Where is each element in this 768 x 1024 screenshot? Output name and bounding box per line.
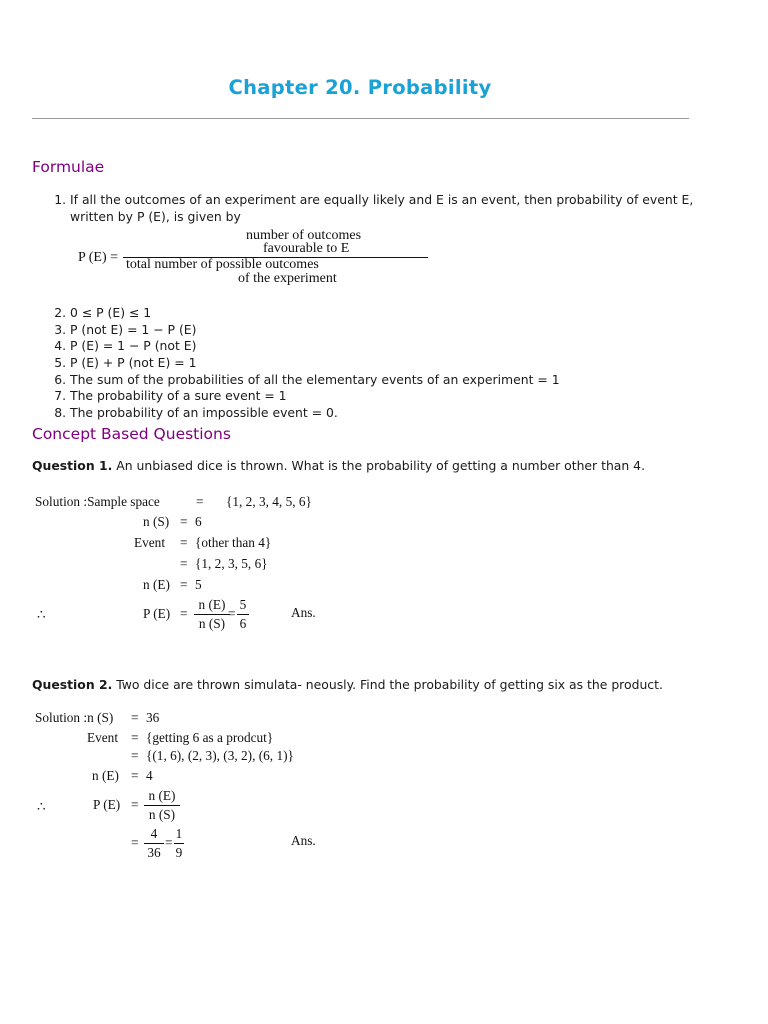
equals-sign: =: [131, 835, 139, 850]
formula-item: 4. P (E) = 1 − P (not E): [70, 338, 730, 355]
answer-label: Ans.: [291, 605, 316, 620]
ne-value: 4: [146, 768, 153, 783]
ne-value: 5: [195, 577, 202, 592]
fraction-numerator: n (E): [148, 788, 176, 803]
sample-space: {1, 2, 3, 4, 5, 6}: [226, 494, 312, 509]
equals-sign: =: [131, 768, 139, 783]
result-fraction: [237, 597, 249, 632]
equals-sign: =: [180, 577, 188, 592]
equals-sign: =: [196, 494, 204, 509]
formula-item: 8. The probability of an impossible event = 0.: [70, 405, 730, 422]
formula-numerator-line2: favourable to E: [263, 241, 350, 256]
pe-fraction: [194, 597, 230, 632]
question-2: [32, 677, 682, 693]
equals-sign: =: [180, 556, 188, 571]
event-set: {(1, 6), (2, 3), (3, 2), (6, 1)}: [146, 748, 294, 763]
solution-head: Solution :Sample space: [35, 494, 160, 509]
event-value: {other than 4}: [195, 535, 272, 550]
equals-sign: =: [131, 730, 139, 745]
pe-label: P (E): [143, 606, 171, 621]
ne-label: n (E): [143, 577, 170, 592]
pe-fraction: [144, 788, 180, 823]
formula-item: 3. P (not E) = 1 − P (E): [70, 322, 730, 339]
event-label: Event: [134, 535, 166, 550]
equals-sign: =: [180, 535, 188, 550]
event-label: Event: [87, 730, 119, 745]
formula-item: 5. P (E) + P (not E) = 1: [70, 355, 730, 372]
probability-formula: [78, 228, 368, 288]
result-fraction: [144, 826, 164, 861]
therefore-symbol: ∴: [37, 607, 46, 622]
formula-item: 6. The sum of the probabilities of all the elementary events of an experiment = 1: [70, 372, 730, 389]
formulae-heading: Formulae: [32, 158, 105, 176]
pe-label: P (E): [93, 797, 121, 812]
fraction-bar: [174, 843, 184, 844]
ns-value: 6: [195, 514, 202, 529]
formula-denominator-line1: total number of possible outcomes: [126, 257, 319, 272]
equals-sign: =: [165, 835, 173, 850]
formula-item: 7. The probability of a sure event = 1: [70, 388, 730, 405]
therefore-symbol: ∴: [37, 799, 46, 814]
solution-head: Solution :n (S): [35, 710, 114, 725]
fraction-bar: [144, 805, 180, 806]
equals-sign: =: [131, 797, 139, 812]
fraction-denominator: n (S): [148, 807, 176, 822]
formula-item: 1. If all the outcomes of an experiment are equally likely and E is an event, then probability of event E, written by P (E), is given by: [70, 192, 730, 225]
question-text: Two dice are thrown simulata- neously. Find the probability of getting six as the product.: [112, 677, 663, 692]
title-divider: [32, 118, 689, 119]
equals-sign: =: [131, 748, 139, 763]
formula-item: 2. 0 ≤ P (E) ≤ 1: [70, 305, 730, 322]
event-value: {getting 6 as a prodcut}: [146, 730, 274, 745]
fraction-denominator: n (S): [198, 616, 226, 631]
ns-value: 36: [146, 710, 160, 725]
fraction-denominator: 9: [175, 845, 183, 860]
fraction-numerator: n (E): [198, 597, 226, 612]
equals-sign: =: [131, 710, 139, 725]
equals-sign: =: [228, 606, 236, 621]
ne-label: n (E): [92, 768, 119, 783]
formulae-list: [32, 192, 730, 421]
fraction-bar: [237, 614, 249, 615]
question-label: Question 1.: [32, 458, 113, 473]
fraction-numerator: 1: [175, 826, 183, 841]
equals-sign: =: [180, 606, 188, 621]
question-text: An unbiased dice is thrown. What is the probability of getting a number other than 4.: [112, 458, 646, 473]
equals-sign: =: [180, 514, 188, 529]
answer-label: Ans.: [291, 833, 316, 848]
question-label: Question 2.: [32, 677, 113, 692]
concept-heading: Concept Based Questions: [32, 425, 231, 443]
simplified-fraction: [174, 826, 184, 861]
formula-numerator-line1: number of outcomes: [246, 228, 362, 243]
fraction-bar: [194, 614, 230, 615]
fraction-denominator: 36: [147, 845, 161, 860]
formula-lhs: P (E) =: [78, 250, 119, 265]
ns-label: n (S): [143, 514, 170, 529]
fraction-denominator: 6: [239, 616, 247, 631]
fraction-numerator: 5: [239, 597, 247, 612]
fraction-numerator: 4: [150, 826, 158, 841]
formula-denominator-line2: of the experiment: [238, 271, 337, 286]
event-set: {1, 2, 3, 5, 6}: [195, 556, 268, 571]
question-1: [32, 458, 682, 474]
chapter-title: Chapter 20. Probability: [228, 76, 492, 99]
fraction-bar: [144, 843, 164, 844]
